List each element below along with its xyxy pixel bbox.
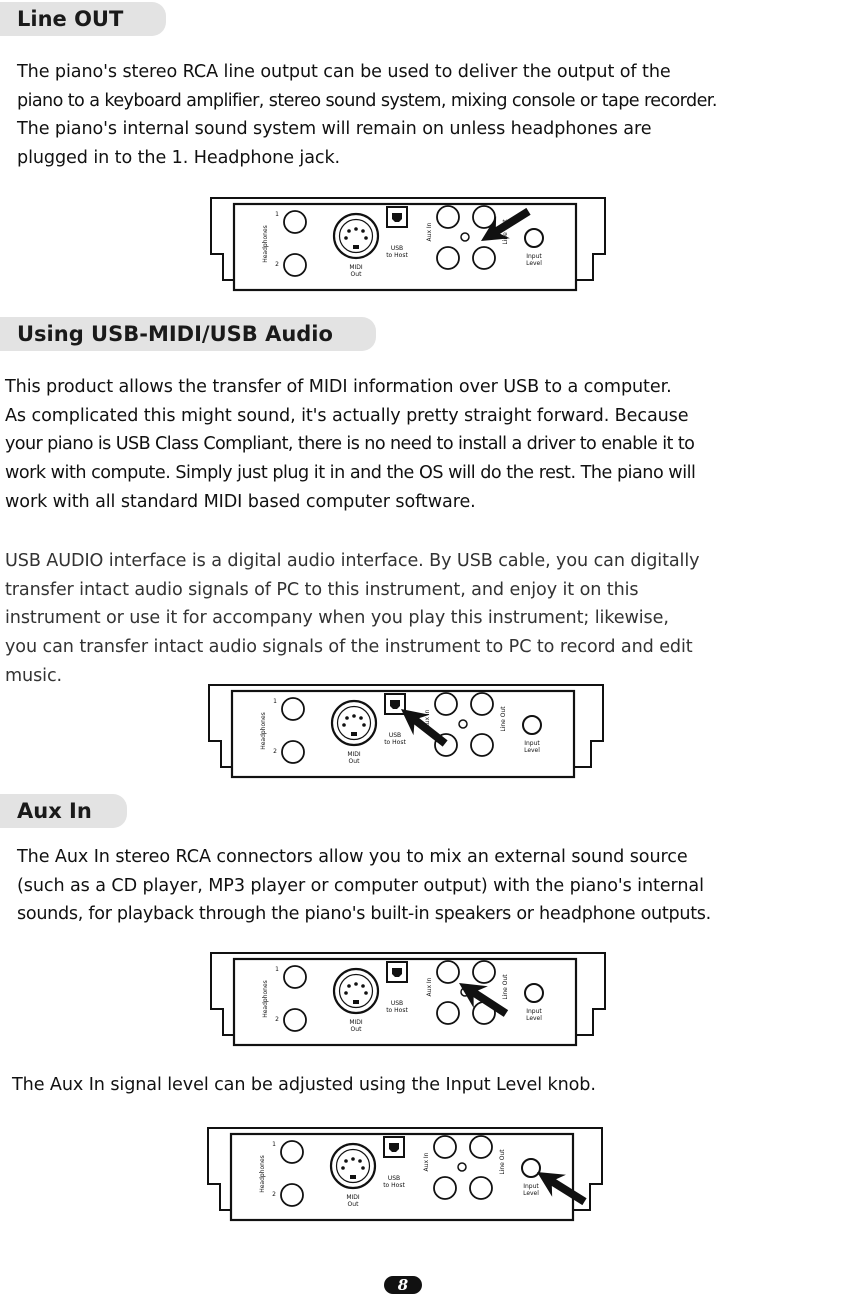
midi-pin	[344, 991, 348, 995]
usb-to-host-label: to Host	[386, 1007, 408, 1014]
headphones-label: Headphones	[262, 225, 269, 263]
line-out-jack-right	[470, 1177, 492, 1199]
line-out-label: Line Out	[502, 219, 509, 245]
usb-label: USB	[390, 245, 404, 252]
section-heading-line-out: Line OUT	[0, 2, 166, 36]
text-line: The piano's stereo RCA line output can be used to deliver the output of the	[17, 62, 671, 82]
midi-key	[350, 1175, 356, 1179]
midi-pin	[358, 1159, 362, 1163]
line-out-jack-left	[470, 1136, 492, 1158]
panel-svg	[207, 681, 605, 779]
text-line: The Aux In stereo RCA connectors allow you to mix an external sound source	[17, 847, 688, 867]
jack-1-label: 1	[273, 698, 277, 705]
text-line: work with compute. Simply just plug it in and the OS will do the rest. The piano will	[5, 463, 696, 484]
headphone-jack-2	[281, 1184, 303, 1206]
text-line: transfer intact audio signals of PC to this instrument, and enjoy it on this	[5, 579, 639, 600]
input-level-knob	[525, 229, 543, 247]
text-line: plugged in to the 1. Headphone jack.	[17, 148, 341, 169]
usb-label: USB	[388, 732, 402, 739]
text-line: The piano's internal sound system will remain on unless headphones are	[17, 119, 652, 140]
midi-label: MIDI	[347, 751, 361, 758]
midi-out-label: Out	[350, 271, 362, 278]
midi-key	[351, 732, 357, 736]
midi-pin	[361, 229, 365, 233]
section-heading-aux-in: Aux In	[0, 794, 127, 828]
text-line: instrument or use it for accompany when you play this instrument; likewise,	[5, 608, 669, 629]
usb-midi-paragraph	[5, 373, 695, 517]
usb-audio-paragraph	[5, 547, 699, 691]
midi-key	[353, 245, 359, 249]
aux-in-jack-left	[437, 206, 459, 228]
jack-2-label: 2	[272, 1191, 276, 1198]
midi-pin	[354, 227, 358, 231]
aux-in-jack-left	[437, 961, 459, 983]
rear-panel-aux-in-diagram	[209, 949, 607, 1041]
aux-in-label: Aux In	[426, 222, 433, 242]
headphone-jack-1	[284, 211, 306, 233]
input-label: Input	[526, 1008, 542, 1015]
midi-pin	[364, 236, 368, 240]
headphone-jack-1	[282, 698, 304, 720]
midi-pin	[345, 716, 349, 720]
midi-pin	[352, 714, 356, 718]
midi-pin	[361, 1166, 365, 1170]
text-line: work with all standard MIDI based computer software.	[5, 491, 476, 512]
panel-svg	[206, 1124, 604, 1222]
usb-to-host-label: to Host	[383, 1182, 405, 1189]
jack-1-label: 1	[272, 1141, 276, 1148]
midi-pin	[344, 236, 348, 240]
text-line: music.	[5, 665, 63, 686]
midi-out-label: Out	[350, 1026, 362, 1033]
led-indicator	[461, 233, 469, 241]
input-label: Input	[526, 253, 542, 260]
usb-to-host-label: to Host	[386, 252, 408, 259]
aux-in-label: Aux In	[424, 709, 431, 729]
input-label: Input	[524, 740, 540, 747]
headphone-jack-1	[284, 966, 306, 988]
rear-panel-usb-diagram	[207, 681, 605, 779]
aux-in-jack-left	[435, 693, 457, 715]
text-line: your piano is USB Class Compliant, there is no need to install a driver to enable it to	[5, 434, 695, 455]
aux-in-jack-right	[437, 247, 459, 269]
headphone-jack-1	[281, 1141, 303, 1163]
text-line: piano to a keyboard amplifier, stereo sound system, mixing console or tape recorder.	[17, 90, 717, 111]
aux-in-jack-right	[434, 1177, 456, 1199]
midi-pin	[347, 229, 351, 233]
midi-pin	[364, 991, 368, 995]
panel-svg	[209, 194, 607, 292]
level-label: Level	[526, 260, 542, 267]
level-label: Level	[526, 1015, 542, 1022]
rear-panel-line-out-diagram	[209, 194, 607, 292]
headphones-label: Headphones	[262, 980, 269, 1018]
aux-in-label: Aux In	[426, 977, 433, 997]
line-out-label: Line Out	[500, 706, 507, 732]
usb-label: USB	[390, 1000, 404, 1007]
panel-svg	[209, 949, 607, 1047]
line-out-jack-left	[471, 693, 493, 715]
led-indicator	[459, 720, 467, 728]
line-out-label: Line Out	[502, 974, 509, 1000]
midi-pin	[342, 723, 346, 727]
midi-key	[353, 1000, 359, 1004]
text-line: USB AUDIO interface is a digital audio interface. By USB cable, you can digitally	[5, 551, 700, 571]
aux-in-jack-left	[434, 1136, 456, 1158]
text-line: you can transfer intact audio signals of the instrument to PC to record and edit	[5, 637, 693, 658]
midi-pin	[361, 984, 365, 988]
aux-in-label: Aux In	[423, 1152, 430, 1172]
midi-out-label: Out	[348, 758, 360, 765]
line-out-jack-right	[473, 247, 495, 269]
midi-pin	[362, 723, 366, 727]
usb-to-host-label: to Host	[384, 739, 406, 746]
headphones-label: Headphones	[259, 1155, 266, 1193]
text-line: (such as a CD player, MP3 player or computer output) with the piano's internal	[17, 875, 704, 896]
input-level-knob	[525, 984, 543, 1002]
midi-label: MIDI	[349, 264, 363, 271]
jack-1-label: 1	[275, 966, 279, 973]
midi-pin	[341, 1166, 345, 1170]
jack-2-label: 2	[273, 748, 277, 755]
headphone-jack-2	[284, 254, 306, 276]
midi-pin	[354, 982, 358, 986]
aux-in-jack-right	[437, 1002, 459, 1024]
text-line: As complicated this might sound, it's actually pretty straight forward. Because	[5, 405, 689, 426]
line-out-jack-right	[471, 734, 493, 756]
midi-pin	[344, 1159, 348, 1163]
input-level-knob	[522, 1159, 540, 1177]
jack-2-label: 2	[275, 1016, 279, 1023]
input-label: Input	[523, 1183, 539, 1190]
headphone-jack-2	[284, 1009, 306, 1031]
headphone-jack-2	[282, 741, 304, 763]
midi-pin	[359, 716, 363, 720]
text-line: sounds, for playback through the piano's built-in speakers or headphone outputs.	[17, 904, 711, 925]
level-label: Level	[524, 747, 540, 754]
line-out-label: Line Out	[499, 1149, 506, 1175]
led-indicator	[458, 1163, 466, 1171]
midi-label: MIDI	[346, 1194, 360, 1201]
rear-panel-input-level-diagram	[206, 1124, 604, 1220]
jack-2-label: 2	[275, 261, 279, 268]
midi-pin	[347, 984, 351, 988]
line-out-paragraph	[17, 58, 717, 173]
section-heading-usb: Using USB-MIDI/USB Audio	[0, 317, 376, 351]
midi-pin	[351, 1157, 355, 1161]
jack-1-label: 1	[275, 211, 279, 218]
midi-label: MIDI	[349, 1019, 363, 1026]
page-number: 8	[384, 1276, 422, 1294]
midi-out-label: Out	[347, 1201, 359, 1208]
usb-label: USB	[387, 1175, 401, 1182]
text-line: This product allows the transfer of MIDI information over USB to a computer.	[5, 377, 672, 397]
aux-in-paragraph	[17, 843, 711, 929]
headphones-label: Headphones	[260, 712, 267, 750]
input-level-knob	[523, 716, 541, 734]
level-label: Level	[523, 1190, 539, 1197]
line-out-jack-left	[473, 961, 495, 983]
input-level-note: The Aux In signal level can be adjusted using the Input Level knob.	[12, 1075, 596, 1095]
